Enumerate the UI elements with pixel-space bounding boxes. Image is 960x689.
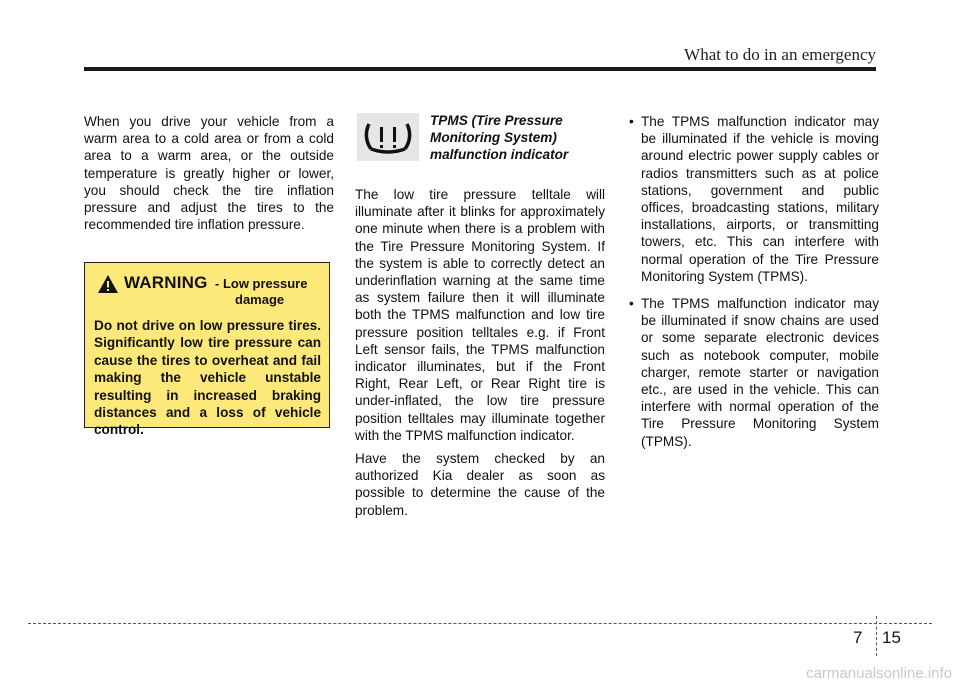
warning-box xyxy=(84,262,330,438)
tpms-icon-box xyxy=(357,113,419,161)
header-rule xyxy=(84,67,876,71)
warning-text: Do not drive on low pressure tires. Significantly low tire pressure can cause the tires to overheat and fail making the vehicle unstable resulting in increased braking distances and a loss of vehicle control. xyxy=(94,318,321,438)
warning-triangle-icon xyxy=(97,274,119,294)
tpms-heading-line2: Monitoring System) xyxy=(430,130,557,145)
tpms-malfunction-icon xyxy=(357,113,419,161)
tpms-heading-line3: malfunction indicator xyxy=(430,147,569,162)
watermark: carmanualsonline.info xyxy=(806,665,952,682)
tpms-heading xyxy=(430,112,610,163)
tpms-paragraph-2: Have the system checked by an authorized Kia dealer as soon as possible to determine the cause of the problem. xyxy=(355,451,605,518)
bullet-list xyxy=(625,113,879,450)
column-3 xyxy=(625,113,879,460)
column-2 xyxy=(355,186,605,525)
warning-header xyxy=(94,273,321,309)
chapter-number: 7 xyxy=(853,628,863,647)
section-title: What to do in an emergency xyxy=(684,45,876,64)
list-item xyxy=(625,295,879,450)
warning-subtitle xyxy=(215,276,325,308)
list-item xyxy=(625,113,879,285)
footer-rule xyxy=(28,623,932,624)
tpms-heading-line1: TPMS (Tire Pressure xyxy=(430,113,563,128)
bullet-text: The TPMS malfunction indicator may be illuminated if the vehicle is moving around electric power supply cables or radios transmitters such as at police stations, government and public offices, broadcasting stations, military installations, airports, or transmitting towers, etc. This can interfere with normal operation of the Tire Pressure Monitoring System (TPMS). xyxy=(641,114,879,284)
bullet-text: The TPMS malfunction indicator may be illuminated if snow chains are used or some separate electronic devices such as notebook computer, mobile charger, remote starter or navigation etc., are used in the vehicle. This can interfere with normal operation of the Tire Pressure Monitoring System (TPMS). xyxy=(641,296,879,449)
bullet-dot: • xyxy=(629,114,634,129)
bullet-dot: • xyxy=(629,296,634,312)
intro-paragraph: When you drive your vehicle from a warm area to a cold area or from a cold area to a warm area, or the outside temperature is greatly higher or lower, you should check the tire inflation pressure and adjust the tires to the recommended tire inflation pressure. xyxy=(84,114,334,233)
page-divider xyxy=(876,616,877,656)
column-1 xyxy=(84,113,334,239)
tpms-paragraph-1: The low tire pressure telltale will illuminate after it blinks for approximately one minute when there is a problem with the Tire Pressure Monitoring System. If the system is able to correctly detect an underinflation warning at the same time as system failure then it will illuminate both the TPMS malfunction and low tire pressure position telltales e.g. if Front Left sensor fails, the TPMS malfunction indicator illuminates, but if the Front Right, Rear Left, or Rear Right tire is under-inflated, the low tire pressure position telltales may illuminate together with the TPMS malfunction indicator. xyxy=(355,187,605,443)
warning-label: WARNING xyxy=(124,273,208,292)
warning-subtitle-line1: - Low pressure xyxy=(215,276,308,291)
warning-subtitle-line2: damage xyxy=(235,292,285,307)
page-number: 15 xyxy=(882,628,901,647)
